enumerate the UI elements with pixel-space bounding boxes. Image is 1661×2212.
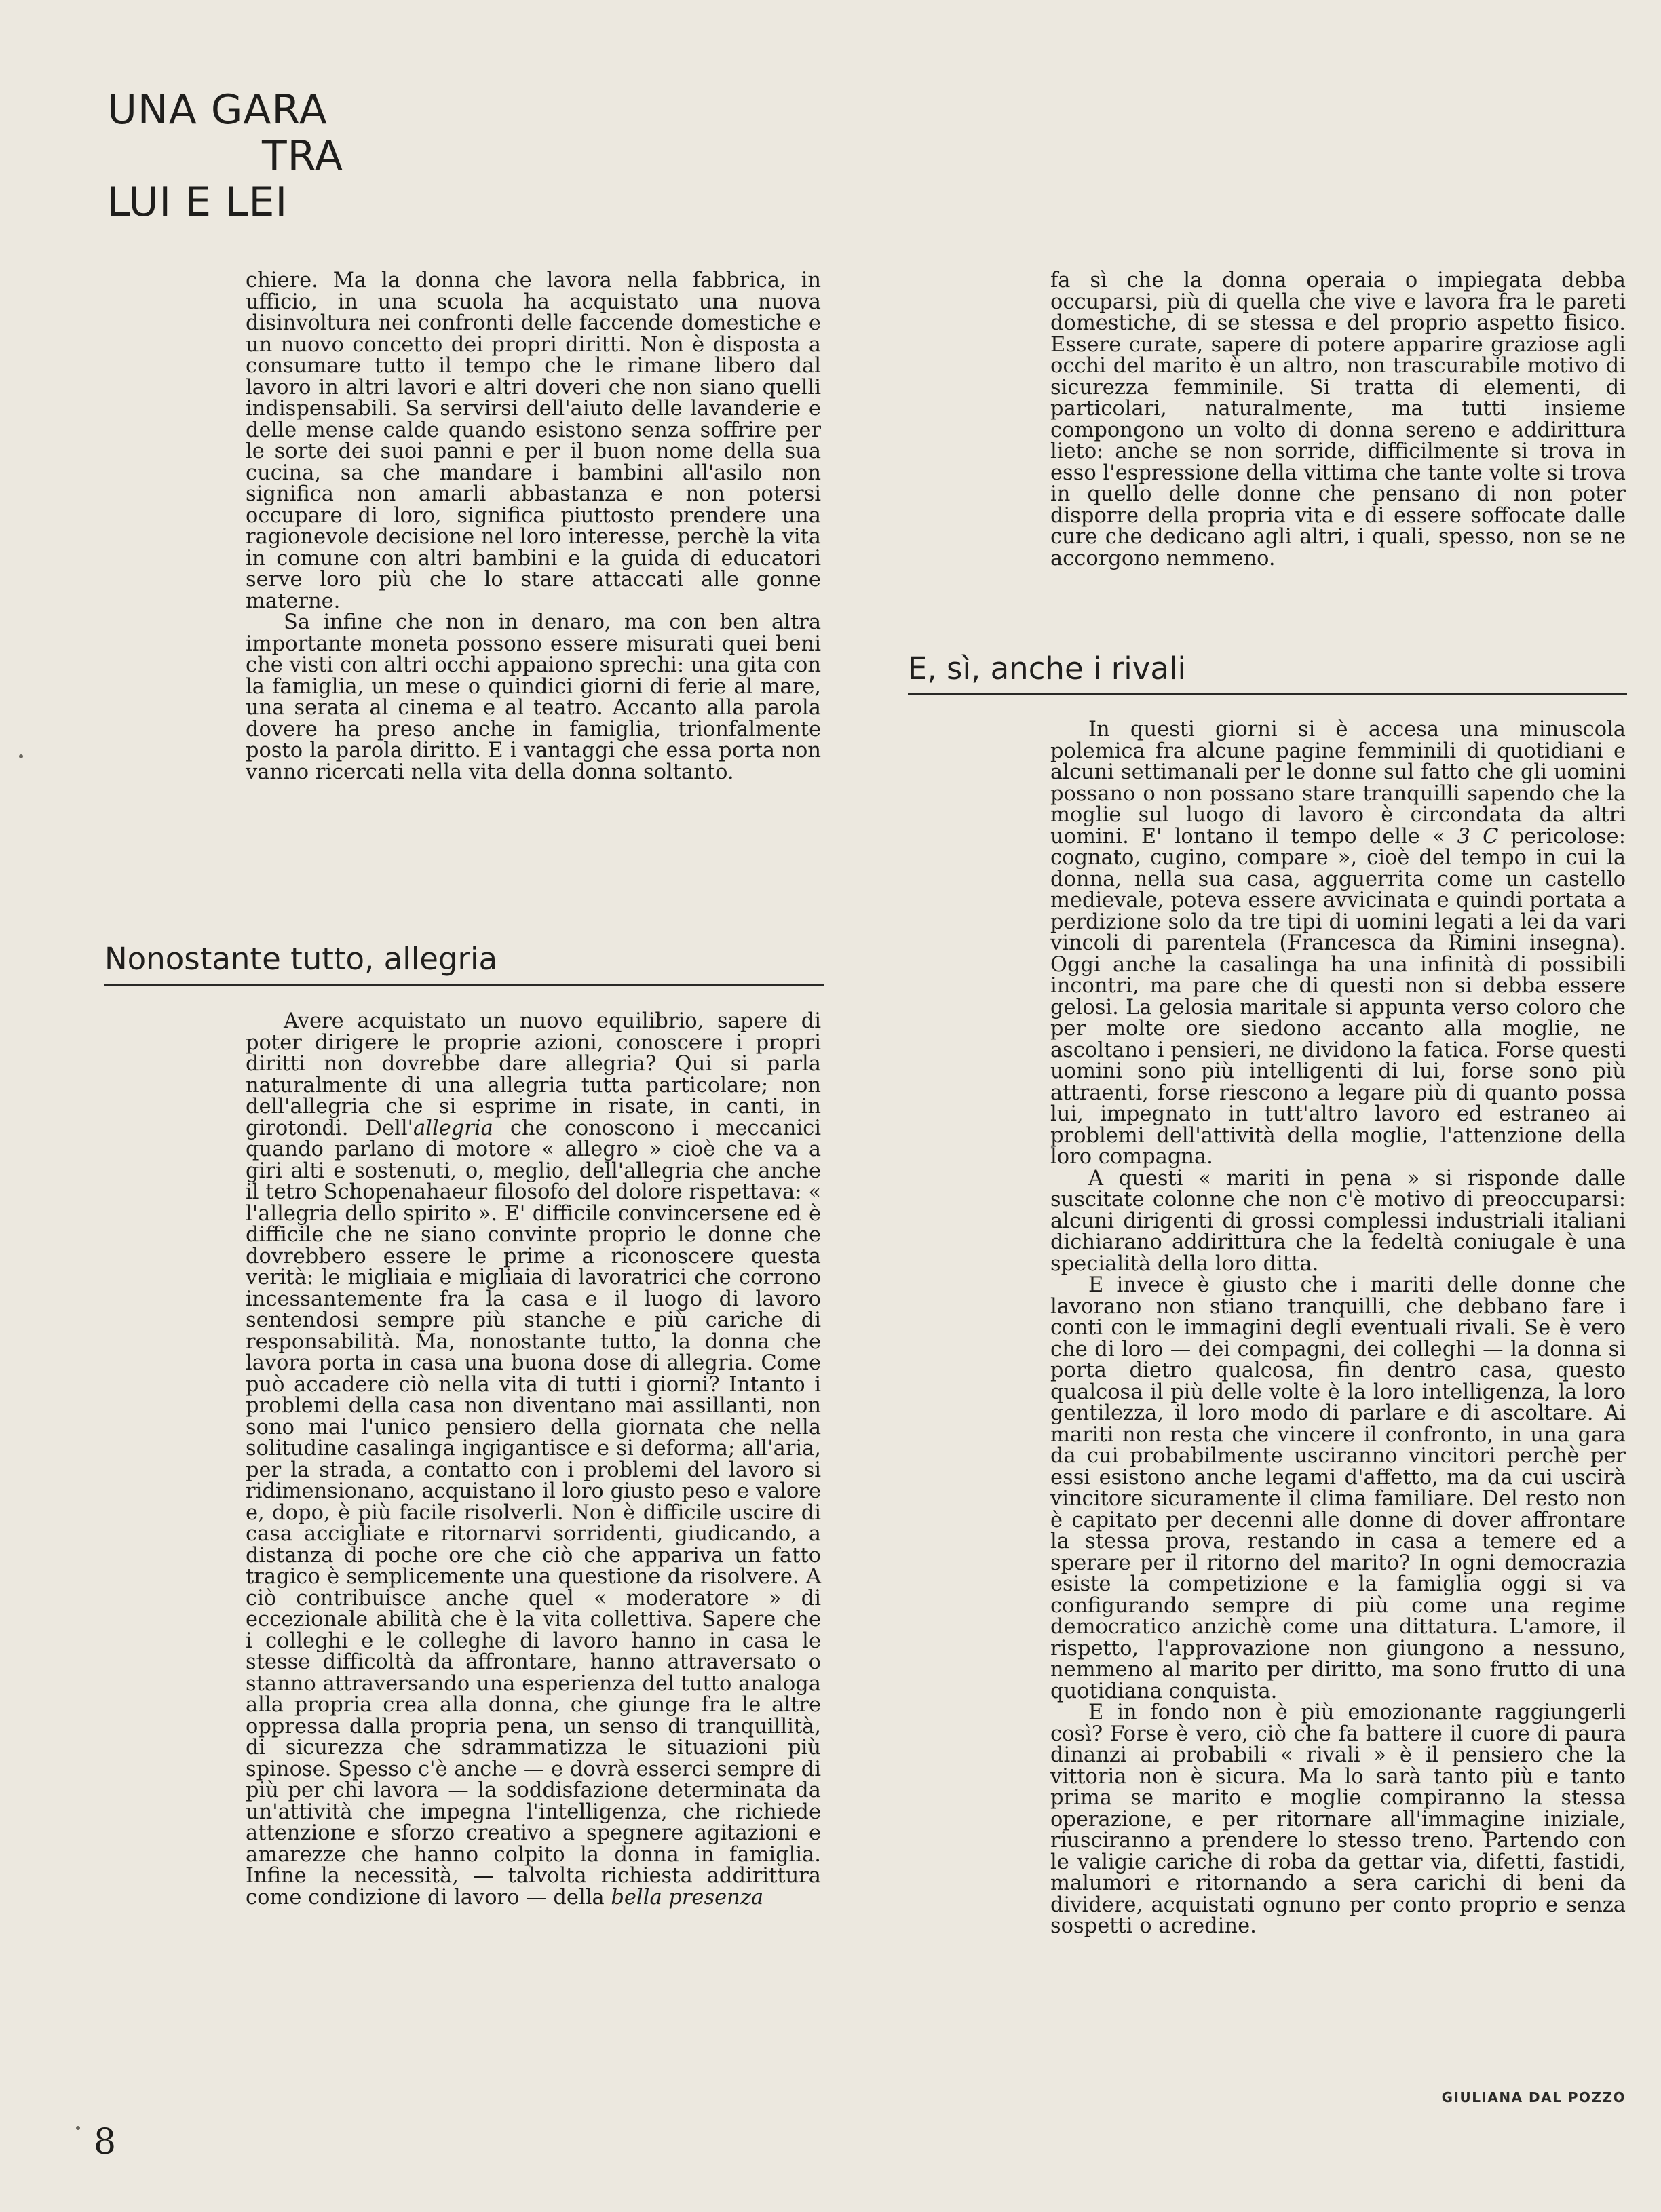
section2-italic-3c: 3 C xyxy=(1457,824,1499,849)
page-title xyxy=(107,87,343,225)
title-line-1: UNA GARA xyxy=(107,86,328,134)
section1-paragraph-end: fa sì che la donna operaia o impiegata debba occuparsi, più di quella che vive e lavora fra le pareti domestiche, di se stessa e del proprio aspetto fisico. Essere curate, sapere di potere apparire graziose agli occhi del marito è un altro, non trascurabile motivo di sicurezza femminile. Si tratta di elementi, di particolari, naturalmente, ma tutti insieme compongono un volto di donna sereno e addirittura lieto: anche se non sorride, difficilmente si trova in esso l'espressione della vittima che tante volte si trova in quello delle donne che pensano di non poter disporre della propria vita e di essere soffocate dalle cure che dedicano agli altri, i quali, spesso, non se ne accorgono nemmeno. xyxy=(1050,269,1626,570)
section-rule-allegria xyxy=(104,984,824,986)
title-line-2: TRA xyxy=(262,132,343,180)
section1-paragraph xyxy=(246,1011,821,1908)
section1-italic-bella-presenza: bella presenza xyxy=(611,1885,764,1909)
section1-text-b: che conoscono i meccanici quando parlano di motore « allegro » cioè che va a giri alti e sostenuti, o, meglio, dell'allegria che anche il tetro Schopenahaeur filosofo del dolore rispettava: « l'allegria dello spirito ». E' difficile convincersene ed è difficile che ne siano convinte proprio le donne che dovrebbero essere le prime a riconoscere questa verità: le migliaia e migliaia di lavoratrici che corrono incessantemente fra la casa e il luogo di lavoro sentendosi sempre più stanche e più cariche di responsabilità. Ma, nonostante tutto, la donna che lavora porta in casa una buona dose di allegria. Come può accadere ciò nella vita di tutti i giorni? Intanto i problemi della casa non diventano mai assillanti, non sono mai l'unico pensiero della giornata che nella solitudine casalinga ingigantisce e si deforma; all'aria, per la strada, a contatto con i problemi del lavoro si ridimensionano, acquistano il loro giusto peso e valore e, dopo, è più facile risolverli. Non è difficile uscire di casa accigliate e ritornarvi sorridenti, giudicando, a distanza di poche ore che ciò che appariva un fatto tragico è semplicemente una questione da risolvere. A ciò contribuisce anche quel « moderatore » di eccezionale abilità che è la vita collettiva. Sapere che i colleghi e le colleghe di lavoro hanno in casa le stesse difficoltà da affrontare, hanno attraversato o stanno attraversando una esperienza del tutto analoga alla propria crea alla donna, che giunge fra le altre oppressa dalla propria pena, un senso di tranquillità, di sicurezza che sdrammatizza le situazioni più spinose. Spesso c'è anche — e dovrà esserci sempre di più per chi lavora — la soddisfazione determinata da un'attività che impegna l'intelligenza, che richiede attenzione e sforzo creativo a spegnere agitazioni e amarezze che hanno colpito la donna in famiglia. Infine la necessità, — talvolta richiesta addirittura come condizione di lavoro — della xyxy=(246,1116,821,1909)
section-heading-rivali: E, sì, anche i rivali xyxy=(908,651,1186,686)
section1-body xyxy=(246,1011,821,1908)
intro-paragraph-1: chiere. Ma la donna che lavora nella fabbrica, in ufficio, in una scuola ha acquistato una nuova disinvoltura nei confronti delle faccende domestiche e un nuovo concetto dei propri diritti. Non è disposta a consumare tutto il tempo che le rimane libero dal lavoro in altri lavori e altri doveri che non siano quelli indispensabili. Sa servirsi dell'aiuto delle lavanderie e delle mense calde quando esistono senza soffrire per le sorte dei suoi panni e per il buon nome della sua cucina, sa che mandare i bambini all'asilo non significa non amarli abbastanza e non potersi occupare di loro, significa piuttosto prendere una ragionevole decisione nel loro interesse, perchè la vita in comune con altri bambini e la guida di educatori serve loro più che lo stare attaccati alle gonne materne. xyxy=(246,269,821,613)
title-line-3: LUI E LEI xyxy=(107,178,288,227)
section2-paragraph-2: A questi « mariti in pena » si risponde dalle suscitate colonne che non c'è motivo di preoccuparsi: alcuni dirigenti di grossi complessi industriali italiani dichiarano addirittura che la fedeltà coniugale è una specialità della loro ditta. xyxy=(1050,1166,1626,1276)
section-heading-allegria: Nonostante tutto, allegria xyxy=(104,941,498,977)
intro-paragraph-2: Sa infine che non in denaro, ma con ben altra importante moneta possono essere misurati quei beni che visti con altri occhi appaiono sprechi: una gita con la famiglia, un mese o quindici giorni di ferie al mare, una serata al cinema e al teatro. Accanto alla parola dovere ha preso anche in famiglia, trionfalmente posto la parola diritto. E i vantaggi che essa porta non vanno ricercati nella vita della donna soltanto. xyxy=(246,610,821,784)
section1-italic-allegria: allegria xyxy=(413,1116,493,1140)
section1-continuation xyxy=(1050,270,1626,569)
page-number: 8 xyxy=(94,2122,117,2162)
section2-paragraph-3: E invece è giusto che i mariti delle donne che lavorano non stiano tranquilli, che debbano fare i conti con le immagini degli eventuali rivali. Se è vero che di loro — dei compagni, dei colleghi — la donna si porta dietro qualcosa, fin dentro casa, questo qualcosa il più delle volte è la loro intelligenza, la loro gentilezza, il loro modo di parlare e di ascoltare. Ai mariti non resta che vincere il confronto, in una gara da cui probabilmente usciranno vincitori perchè per essi esistono anche legami d'affetto, ma da cui uscirà vincitore sicuramente il clima familiare. Del resto non è capitato per decenni alle donne di dover affrontare la stessa prova, restando in casa a temere ed a sperare per il ritorno del marito? In ogni democrazia esiste la competizione e la famiglia oggi si va configurando sempre di più come una regime democratico anzichè come una dittatura. L'amore, il rispetto, l'approvazione non giungono a nessuno, nemmeno al marito per diritto, ma sono frutto di una quotidiana conquista. xyxy=(1050,1273,1626,1703)
section2-paragraph-4: E in fondo non è più emozionante raggiungerli così? Forse è vero, ciò che fa battere il cuore di paura dinanzi ai probabili « rivali » è il pensiero che la vittoria non è sicura. Ma lo sarà tanto più e tanto prima se marito e moglie compiranno la stessa operazione, e per ritornare all'immagine iniziale, riusciranno a prendere lo stesso treno. Partendo con le valigie cariche di roba da gettar via, difetti, fastidi, malumori e ritornando a sera carichi di beni da dividere, acquistati ognuno per conto proprio e senza sospetti o acredine. xyxy=(1050,1701,1626,1938)
section2-p1-a: In questi giorni si è accesa una minuscola polemica fra alcune pagine femminili di quotidiani e alcuni settimanali per le donne sul fatto che gli uomini possano o non possano stare tranquilli sapendo che la moglie sul luogo di lavoro è circondata da altri uomini. E' lontano il tempo delle « xyxy=(1050,718,1626,849)
section2-paragraph-1 xyxy=(1050,719,1626,1168)
section2-body xyxy=(1050,719,1626,1937)
scan-speck xyxy=(76,2126,80,2130)
scan-speck xyxy=(19,754,23,758)
section2-p1-b: pericolose: cognato, cugino, compare », cioè del tempo in cui la donna, nella sua casa, agguerrita come un castello medievale, poteva essere avvicinata e quindi portata a perdizione solo da tre tipi di uomini legati a lei da vari vincoli di parentela (Francesca da Rimini insegna). Oggi anche la casalinga ha una infinità di possibili incontri, ma pare che di questi non si debba essere gelosi. La gelosia maritale si appunta verso coloro che per molte ore siedono accanto alla moglie, ne ascoltano i pensieri, ne dividono la fatica. Forse questi uomini sono più intelligenti di lui, forse sono più attraenti, forse riescono a legare più di quanto possa lui, impegnato in tutt'altro lavoro ed estraneo ai problemi dell'attività della moglie, l'attenzione della loro compagna. xyxy=(1050,824,1626,1169)
section-rule-rivali xyxy=(908,693,1627,695)
author-signature: GIULIANA DAL POZZO xyxy=(1441,2089,1626,2106)
intro-column xyxy=(246,270,821,783)
section1-text-a: Avere acquistato un nuovo equilibrio, sapere di poter dirigere le proprie azioni, conoscere i propri diritti non dovrebbe dare allegria? Qui si parla naturalmente di una allegria tutta particolare; non dell'allegria che si esprime in risate, in canti, in girotondi. Dell' xyxy=(246,1009,821,1140)
